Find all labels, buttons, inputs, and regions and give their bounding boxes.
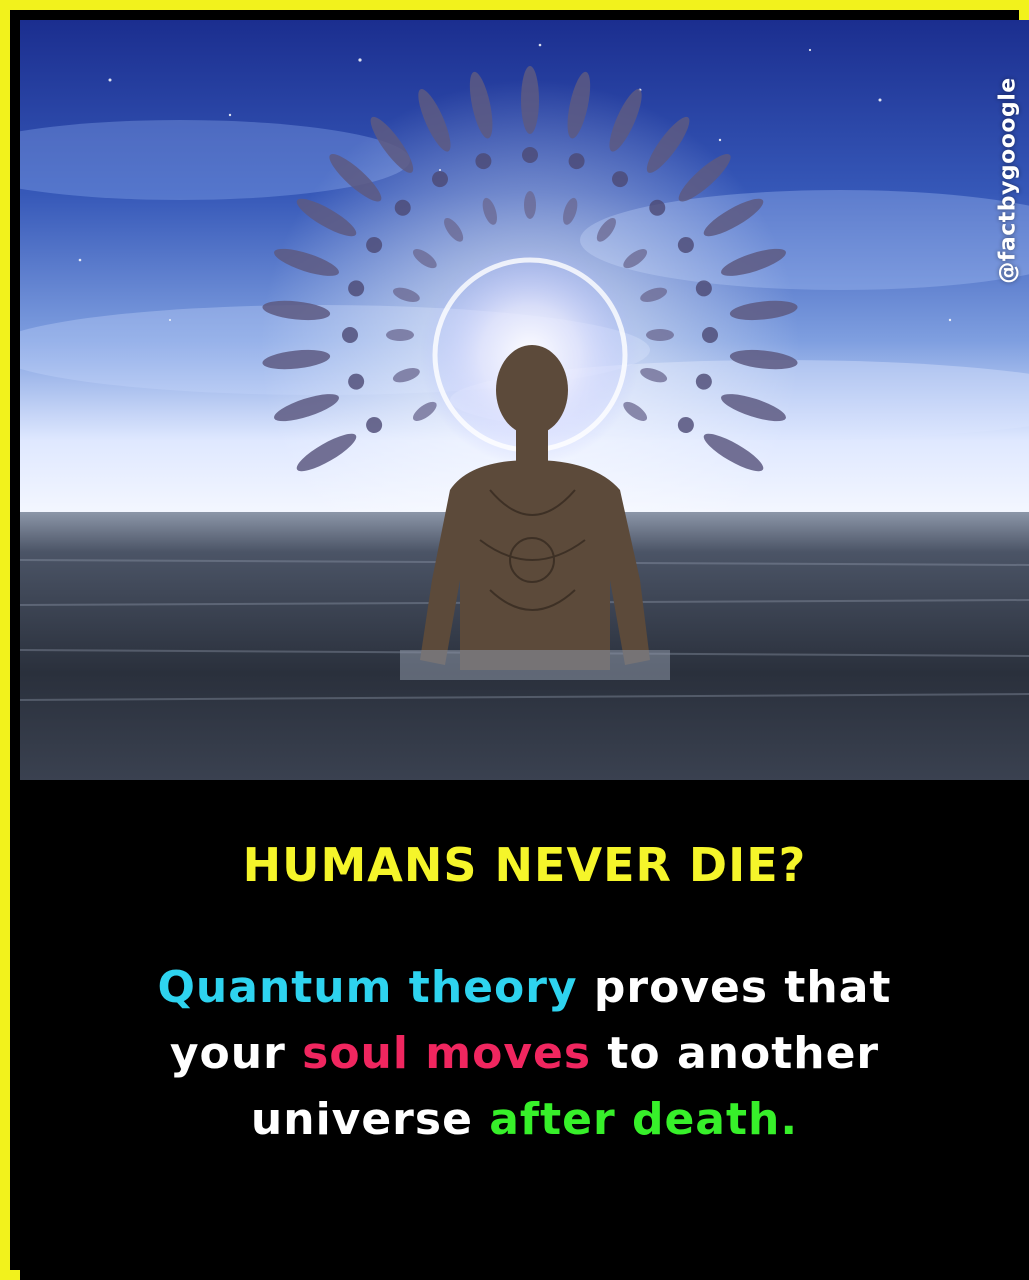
phrase-soul-moves: soul moves (302, 1028, 592, 1079)
watermark-handle: @factbygooogle (995, 76, 1021, 284)
phrase-to-another: to another (591, 1028, 880, 1079)
body-line-3 (20, 1087, 1029, 1153)
phrase-universe: universe (250, 1094, 490, 1145)
watermark (958, 70, 1029, 290)
phrase-your: your (169, 1028, 303, 1079)
cosmic-ocean-photo (20, 20, 1029, 780)
headline-text: HUMANS NEVER DIE? (242, 838, 807, 892)
phrase-proves-that: proves that (577, 962, 892, 1013)
body-line-2 (20, 1021, 1029, 1087)
phrase-quantum-theory: Quantum theory (157, 962, 578, 1013)
phrase-after-death: after death. (489, 1094, 799, 1145)
body-text (20, 955, 1029, 1153)
caption-panel (20, 780, 1029, 1280)
body-line-1 (20, 955, 1029, 1021)
headline (20, 838, 1029, 892)
